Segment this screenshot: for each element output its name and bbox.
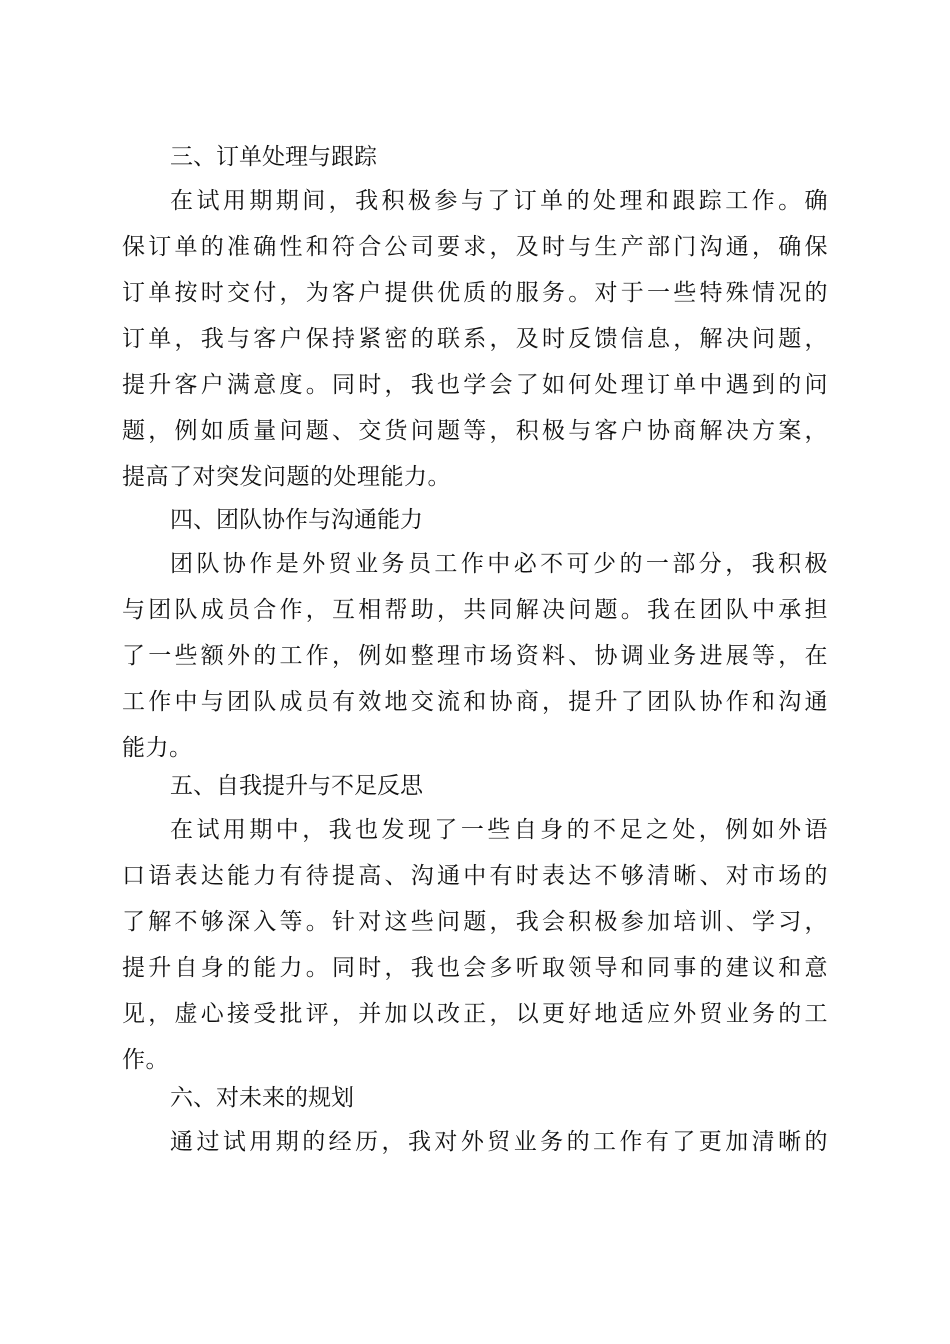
section-self-improvement <box>122 769 828 1077</box>
paragraph-line: 在试用期期间，我积极参与了订单的处理和跟踪工作。确 <box>170 188 828 214</box>
paragraph-line: 订单，我与客户保持紧密的联系，及时反馈信息，解决问题， <box>122 326 828 352</box>
section-order-processing <box>122 140 828 494</box>
paragraph-line: 题，例如质量问题、交货问题等，积极与客户协商解决方案， <box>122 418 828 444</box>
section-body <box>122 1125 828 1159</box>
paragraph-line: 了一些额外的工作，例如整理市场资料、协调业务进展等，在 <box>122 643 828 669</box>
paragraph-line: 见，虚心接受批评，并加以改正，以更好地适应外贸业务的工 <box>122 1001 828 1027</box>
paragraph-line: 订单按时交付，为客户提供优质的服务。对于一些特殊情况的 <box>122 280 828 306</box>
section-body <box>122 184 828 494</box>
paragraph-line: 与团队成员合作，互相帮助，共同解决问题。我在团队中承担 <box>122 597 828 623</box>
paragraph-line: 工作中与团队成员有效地交流和协商，提升了团队协作和沟通 <box>122 689 828 715</box>
section-future-plan <box>122 1081 828 1159</box>
paragraph-line: 提升自身的能力。同时，我也会多听取领导和同事的建议和意 <box>122 955 828 981</box>
paragraph-line: 作。 <box>122 1047 169 1073</box>
paragraph-line: 提升客户满意度。同时，我也学会了如何处理订单中遇到的问 <box>122 372 828 398</box>
section-body <box>122 547 828 765</box>
paragraph-line: 在试用期中，我也发现了一些自身的不足之处，例如外语 <box>170 817 828 843</box>
section-heading: 六、对未来的规划 <box>170 1085 354 1111</box>
paragraph-line: 团队协作是外贸业务员工作中必不可少的一部分，我积极 <box>170 551 828 577</box>
paragraph-line: 保订单的准确性和符合公司要求，及时与生产部门沟通，确保 <box>122 234 828 260</box>
paragraph-line: 口语表达能力有待提高、沟通中有时表达不够清晰、对市场的 <box>122 863 828 889</box>
section-heading: 四、团队协作与沟通能力 <box>170 507 423 533</box>
section-heading: 三、订单处理与跟踪 <box>170 144 377 170</box>
paragraph-line: 提高了对突发问题的处理能力。 <box>122 464 451 490</box>
section-heading: 五、自我提升与不足反思 <box>170 773 423 799</box>
paragraph-line: 了解不够深入等。针对这些问题，我会积极参加培训、学习， <box>122 909 828 935</box>
paragraph-line: 能力。 <box>122 735 193 761</box>
section-teamwork <box>122 503 828 765</box>
section-body <box>122 813 828 1077</box>
paragraph-line: 通过试用期的经历，我对外贸业务的工作有了更加清晰的 <box>170 1129 828 1155</box>
